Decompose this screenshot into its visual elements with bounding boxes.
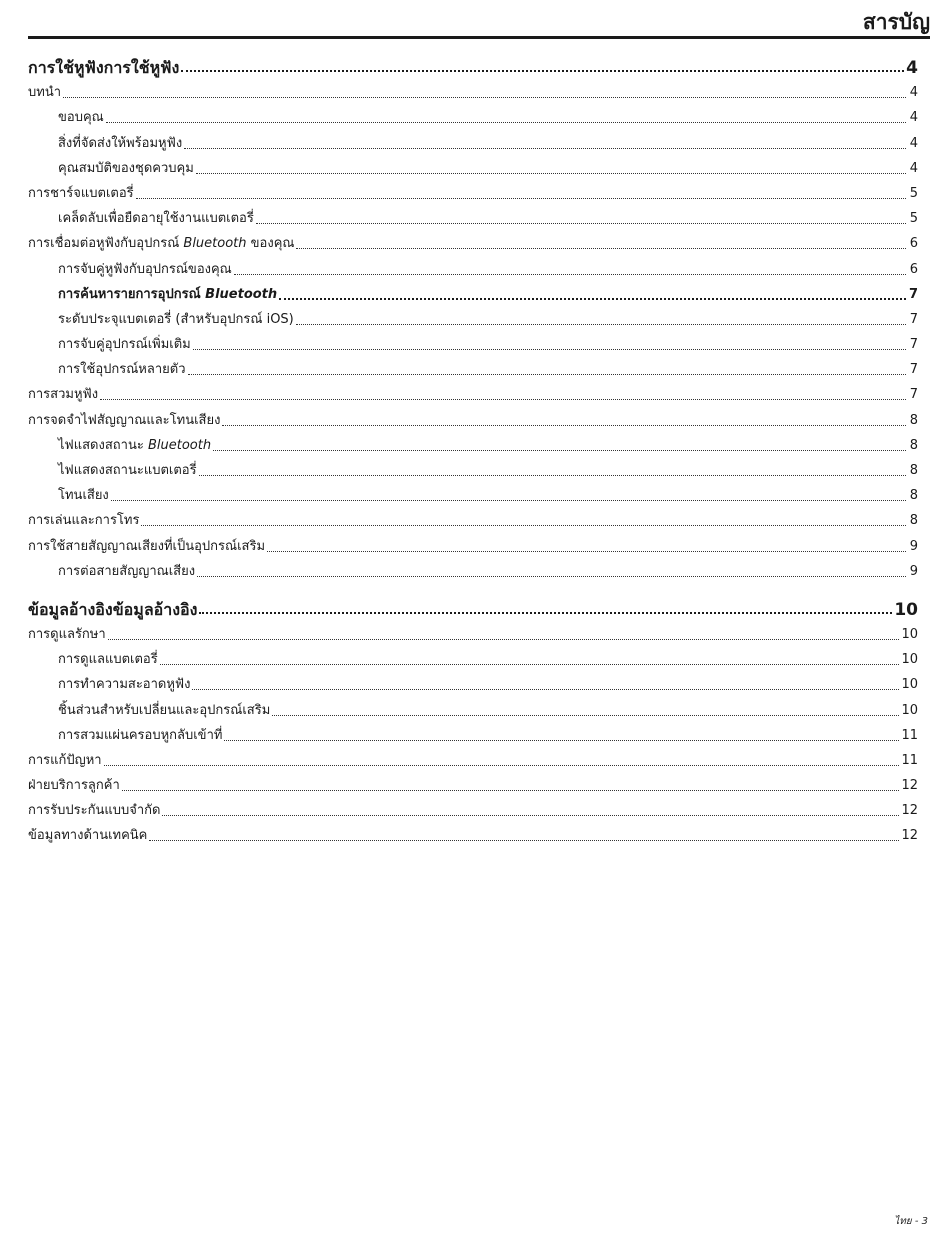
dot-leader — [197, 576, 906, 577]
toc-entry-row[interactable] — [28, 821, 918, 846]
toc-page-number: 8 — [909, 412, 918, 428]
toc-subentry-row[interactable] — [28, 128, 918, 153]
toc-label-text: การจับคู่หูฟังกับอุปกรณ์ของคุณ — [58, 261, 232, 277]
toc-page-number: 12 — [901, 778, 918, 794]
toc-label-text: การเล่นและการโทร — [28, 513, 140, 529]
toc-label-italic: Bluetooth — [147, 437, 212, 453]
toc-label — [28, 778, 120, 796]
dot-leader — [104, 765, 900, 766]
toc-label — [28, 728, 222, 746]
dot-leader — [272, 715, 899, 716]
toc-entry-row[interactable] — [28, 771, 918, 796]
toc-page-number: 6 — [909, 261, 918, 277]
page-footer: ไทย - 3 — [894, 1216, 928, 1227]
toc-label — [28, 564, 195, 582]
toc-label — [28, 463, 197, 481]
toc-page-number: 7 — [909, 362, 918, 378]
toc-page-number: 9 — [909, 538, 918, 554]
toc-label-text: การจดจำไฟสัญญาณและโทนเสียง — [28, 412, 221, 428]
dot-leader — [199, 612, 892, 614]
toc-label — [28, 828, 147, 846]
toc-label — [28, 312, 294, 330]
toc-label-text: การสวมแผ่นครอบหูกลับเข้าที่ — [58, 727, 223, 743]
toc-subentry-row[interactable] — [28, 431, 918, 456]
dot-leader — [188, 374, 907, 375]
toc-label-text: การใช้อุปกรณ์หลายตัว — [58, 362, 186, 378]
toc-label — [28, 211, 254, 229]
toc-entry-row[interactable] — [28, 531, 918, 556]
dot-leader — [106, 122, 906, 123]
toc-label-text: การเชื่อมต่อหูฟังกับอุปกรณ์ — [28, 236, 184, 252]
dot-leader — [122, 790, 900, 791]
toc-label-text: ไฟแสดงสถานะ — [58, 437, 148, 453]
dot-leader — [108, 639, 900, 640]
dot-leader — [279, 298, 906, 300]
dot-leader — [160, 664, 900, 665]
dot-leader — [181, 70, 904, 72]
toc-label — [28, 387, 98, 405]
toc-subentry-row[interactable] — [28, 254, 918, 279]
toc-label — [28, 362, 186, 380]
toc-section-row[interactable] — [28, 52, 918, 78]
dot-leader — [184, 148, 906, 149]
toc-entry-row[interactable] — [28, 796, 918, 821]
toc-label-text: ชิ้นส่วนสำหรับเปลี่ยนและอุปกรณ์เสริม — [58, 702, 271, 718]
toc-label — [28, 753, 102, 771]
toc-subentry-row[interactable] — [28, 481, 918, 506]
toc-page-number: 6 — [909, 236, 918, 252]
toc-label-text: การดูแลรักษา — [28, 626, 106, 642]
toc-entry-row[interactable] — [28, 380, 918, 405]
toc-entry-row[interactable] — [28, 506, 918, 531]
toc-subentry-row[interactable] — [28, 280, 918, 305]
toc-page-number: 7 — [909, 387, 918, 403]
toc-label-text: การต่อสายสัญญาณเสียง — [58, 563, 196, 579]
toc-page-number: 4 — [909, 110, 918, 126]
toc-page-number: 8 — [909, 488, 918, 504]
dot-leader — [193, 349, 906, 350]
toc-label — [28, 262, 232, 280]
toc-subentry-row[interactable] — [28, 305, 918, 330]
toc-label — [28, 677, 190, 695]
toc-page-number: 4 — [909, 85, 918, 101]
toc-label-text: การใช้หูฟังการใช้หูฟัง — [28, 58, 180, 77]
toc-subentry-row[interactable] — [28, 721, 918, 746]
toc-label — [28, 413, 220, 431]
dot-leader — [100, 399, 906, 400]
toc-label-text: สิ่งที่จัดส่งให้พร้อมหูฟัง — [58, 135, 183, 151]
toc-page-number: 10 — [901, 626, 918, 642]
dot-leader — [224, 740, 899, 741]
toc-label-text: การทำความสะอาดหูฟัง — [58, 677, 191, 693]
toc-page-number: 8 — [909, 437, 918, 453]
toc-label — [28, 287, 277, 305]
toc-label-text: การจับคู่อุปกรณ์เพิ่มเติม — [58, 337, 191, 353]
toc-subentry-row[interactable] — [28, 154, 918, 179]
dot-leader — [296, 248, 906, 249]
toc-page-number: 12 — [901, 803, 918, 819]
toc-page-number: 4 — [906, 58, 918, 78]
toc-page-number: 4 — [909, 135, 918, 151]
dot-leader — [136, 198, 906, 199]
toc-page-number: 10 — [901, 652, 918, 668]
toc-label-text: ขอบคุณ — [58, 110, 104, 126]
toc-page-number: 7 — [909, 337, 918, 353]
toc-page-number: 8 — [909, 463, 918, 478]
toc-label — [28, 110, 104, 128]
toc-subentry-row[interactable] — [28, 204, 918, 229]
toc-page-number: 11 — [901, 752, 918, 768]
toc-label-text: ข้อมูลทางด้านเทคนิค — [28, 828, 148, 844]
toc-page-number: 8 — [909, 513, 918, 529]
toc-page-number: 12 — [901, 828, 918, 844]
toc-page-number: 7 — [908, 286, 918, 302]
dot-leader — [63, 97, 906, 98]
toc-label — [28, 236, 294, 254]
toc-page-number: 5 — [909, 211, 918, 227]
toc-label-text: ไฟแสดงสถานะแบตเตอรี่ — [58, 463, 197, 478]
toc-entry-row[interactable] — [28, 229, 918, 254]
toc-label — [28, 703, 270, 721]
toc-label-text: ระดับประจุแบตเตอรี่ (สำหรับอุปกรณ์ iOS) — [58, 311, 294, 327]
dot-leader — [213, 450, 906, 451]
dot-leader — [192, 689, 899, 690]
toc-subentry-row[interactable] — [28, 557, 918, 582]
toc-label-text: การสวมหูฟัง — [28, 387, 99, 403]
dot-leader — [141, 525, 906, 526]
toc-label — [28, 803, 160, 821]
dot-leader — [149, 840, 899, 841]
toc-subentry-row[interactable] — [28, 355, 918, 380]
toc-label-italic: Bluetooth — [183, 236, 247, 252]
dot-leader — [296, 324, 906, 325]
toc-page-number: 10 — [894, 599, 918, 620]
toc-label-text: การชาร์จแบตเตอรี่ — [28, 185, 134, 201]
toc-label-text: ข้อมูลอ้างอิงข้อมูลอ้างอิง — [28, 599, 198, 619]
toc-label-text: การแก้ปัญหา — [28, 752, 102, 768]
toc-page-number: 11 — [901, 727, 918, 743]
toc-page-number: 10 — [901, 677, 918, 693]
toc-label — [28, 513, 139, 531]
dot-leader — [162, 815, 899, 816]
toc-page-number: 7 — [909, 311, 918, 327]
toc-label — [28, 337, 191, 355]
table-of-contents — [28, 52, 918, 846]
toc-label — [28, 627, 106, 645]
toc-label-text: การใช้สายสัญญาณเสียงที่เป็นอุปกรณ์เสริม — [28, 538, 266, 554]
toc-entry-row[interactable] — [28, 405, 918, 430]
dot-leader — [222, 425, 906, 426]
toc-label-text: การดูแลแบตเตอรี่ — [58, 652, 158, 668]
toc-label — [28, 85, 61, 103]
toc-entry-row[interactable] — [28, 620, 918, 645]
toc-subentry-row[interactable] — [28, 330, 918, 355]
dot-leader — [111, 500, 906, 501]
toc-subentry-row[interactable] — [28, 456, 918, 481]
toc-page-number: 4 — [909, 160, 918, 176]
toc-label — [28, 161, 194, 179]
toc-entry-row[interactable] — [28, 179, 918, 204]
toc-subentry-row[interactable] — [28, 695, 918, 720]
page-title: สารบัญ — [862, 10, 930, 34]
toc-page-number: 10 — [901, 702, 918, 718]
section-spacer — [28, 582, 918, 594]
toc-entry-row[interactable] — [28, 78, 918, 103]
toc-label-italic: Bluetooth — [205, 286, 278, 302]
toc-entry-row[interactable] — [28, 746, 918, 771]
toc-label-text: การค้นหารายการอุปกรณ์ — [58, 286, 206, 302]
toc-label-text: โทนเสียง — [58, 488, 109, 504]
page-header — [28, 8, 930, 39]
toc-label — [28, 60, 179, 78]
toc-label-text: เคล็ดลับเพื่อยืดอายุใช้งานแบตเตอรี่ — [58, 211, 254, 227]
toc-page-number: 5 — [909, 185, 918, 201]
toc-label — [28, 652, 158, 670]
toc-label — [28, 186, 134, 204]
toc-label — [28, 488, 109, 506]
toc-section-row[interactable] — [28, 594, 918, 620]
toc-label-text: คุณสมบัติของชุดควบคุม — [58, 160, 194, 176]
toc-subentry-row[interactable] — [28, 645, 918, 670]
dot-leader — [267, 551, 906, 552]
toc-label — [28, 438, 211, 456]
dot-leader — [199, 475, 906, 476]
toc-label-text: การรับประกันแบบจำกัด — [28, 803, 161, 819]
toc-label-text: ฝ่ายบริการลูกค้า — [28, 778, 120, 794]
toc-subentry-row[interactable] — [28, 670, 918, 695]
toc-subentry-row[interactable] — [28, 103, 918, 128]
toc-label — [28, 136, 182, 154]
dot-leader — [196, 173, 906, 174]
toc-label — [28, 539, 265, 557]
dot-leader — [234, 274, 906, 275]
toc-label — [28, 599, 198, 620]
toc-page-number: 9 — [909, 563, 918, 579]
toc-label-suffix: ของคุณ — [246, 236, 295, 252]
dot-leader — [256, 223, 906, 224]
toc-label-text: บทนำ — [28, 85, 62, 101]
